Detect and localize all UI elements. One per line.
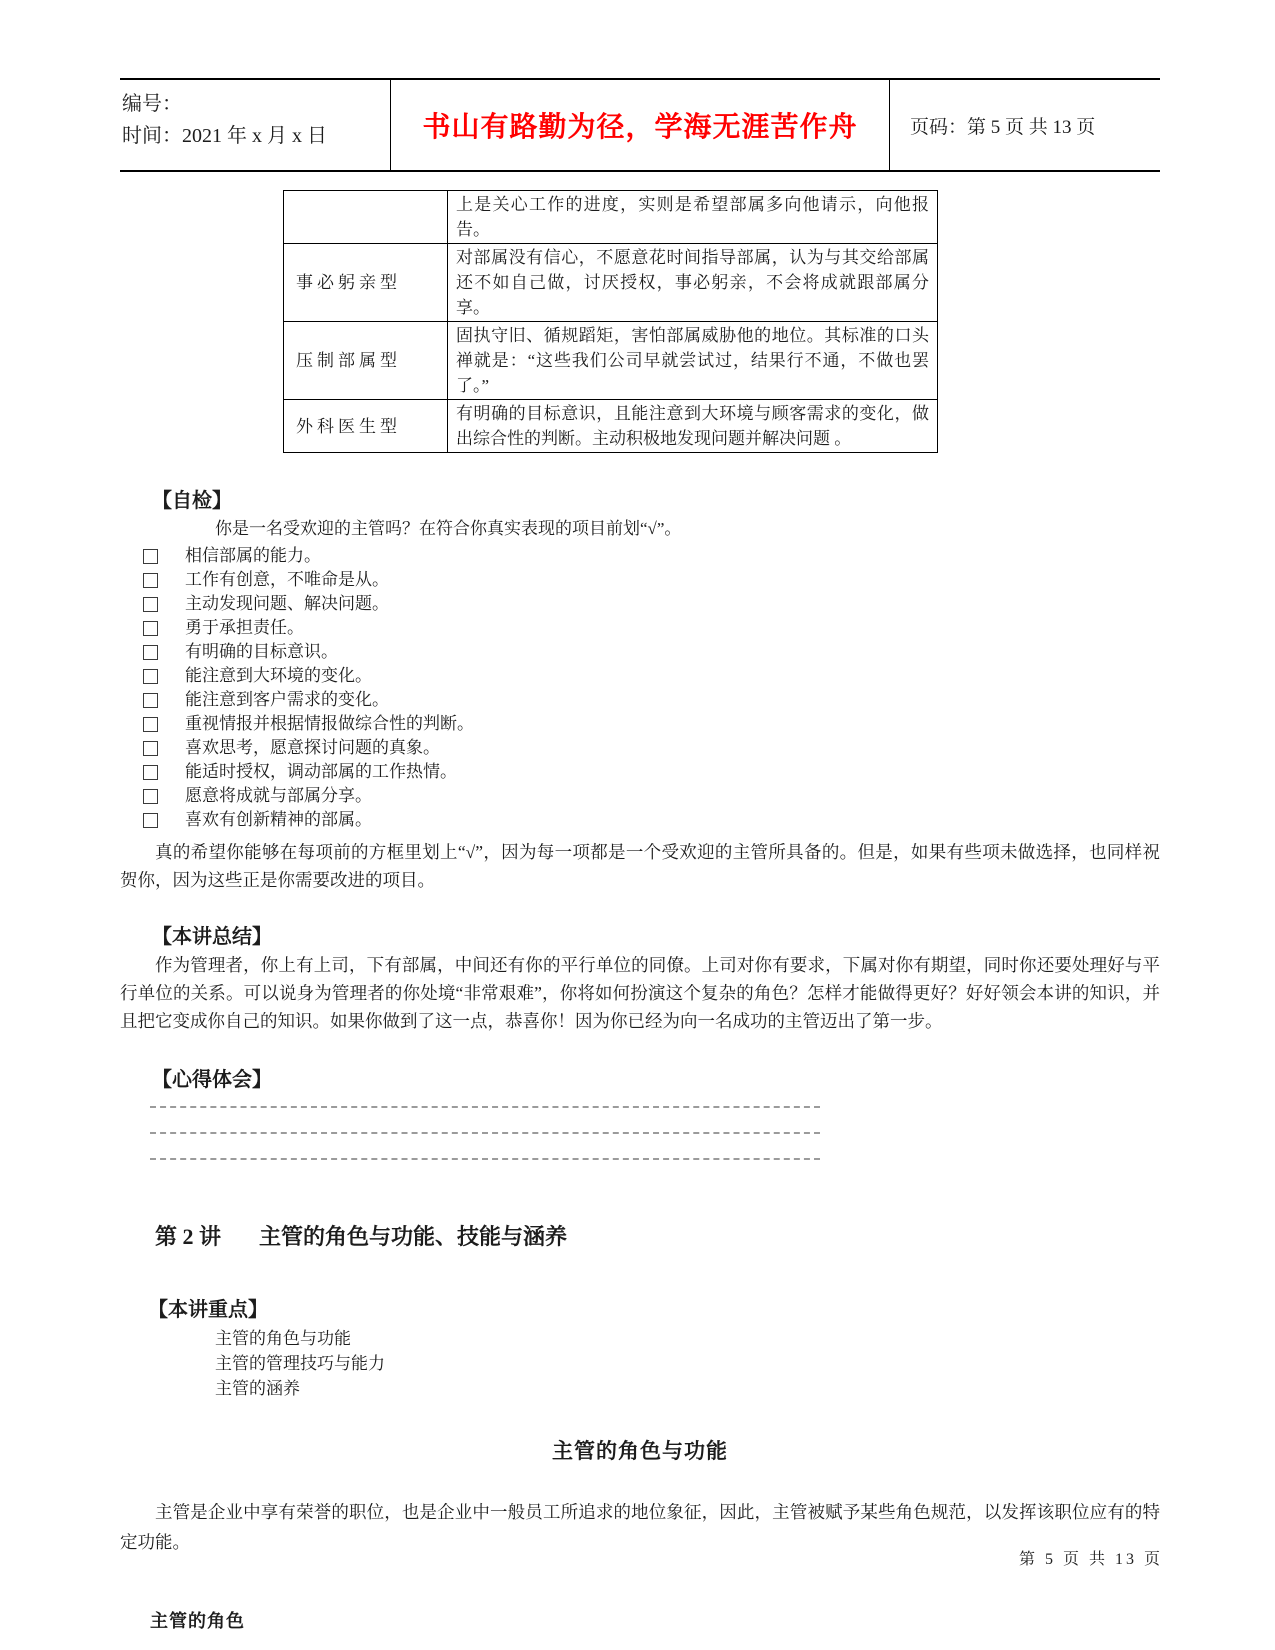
checkbox-icon[interactable] [143,789,158,804]
checklist-item-label: 能适时授权，调动部属的工作热情。 [185,762,457,781]
checkbox-icon[interactable] [143,549,158,564]
table-row [284,322,938,400]
checklist-item [120,712,1160,736]
subsection-heading: 主管的角色 [150,1611,245,1631]
checkbox-icon[interactable] [143,765,158,780]
header-meta-cell [120,80,390,170]
self-check-intro: 你是一名受欢迎的主管吗？在符合你真实表现的项目前划“√”。 [215,519,682,538]
manager-type-cell [284,191,448,244]
checklist-item [120,808,1160,832]
checklist-item-label: 相信部属的能力。 [185,546,321,565]
checklist-item [120,736,1160,760]
key-point-item: 主管的管理技巧与能力 [215,1354,385,1373]
summary-heading: 【本讲总结】 [152,926,272,948]
checklist-item [120,688,1160,712]
key-points-list [215,1326,1160,1401]
key-points-heading: 【本讲重点】 [148,1299,268,1321]
header-table [120,78,1160,172]
checkbox-icon[interactable] [143,717,158,732]
manager-desc-cell: 对部属没有信心，不愿意花时间指导部属，认为与其交给部属还不如自己做，讨厌授权，事必躬亲，不会将成就跟部属分享。 [448,244,938,322]
table-row [284,191,938,244]
checklist-item-label: 有明确的目标意识。 [185,642,338,661]
manager-desc-cell: 有明确的目标意识，且能注意到大环境与顾客需求的变化，做出综合性的判断。主动积极地发现问题并解决问题 。 [448,400,938,453]
checklist-item-label: 重视情报并根据情报做综合性的判断。 [185,714,474,733]
reflection-writing-lines [150,1106,820,1184]
document-number-label: 编号： [122,93,182,115]
self-check-list [120,544,1160,832]
checklist-item-label: 工作有创意，不唯命是从。 [185,570,389,589]
checklist-item [120,544,1160,568]
checklist-item-label: 愿意将成就与部属分享。 [185,786,372,805]
self-check-closing-paragraph: 真的希望你能够在每项前的方框里划上“√”，因为每一项都是一个受欢迎的主管所具备的。但是，如果有些项未做选择，也同样祝贺你，因为这些正是你需要改进的项目。 [120,842,1160,890]
reflection-blank-line [150,1106,820,1132]
checkbox-icon[interactable] [143,645,158,660]
manager-type-cell: 外科医生型 [284,400,448,453]
lecture2-heading [155,1220,1160,1251]
checklist-item [120,784,1160,808]
manager-types-table [283,190,938,453]
checklist-item [120,592,1160,616]
header-page-label: 页码：第 5 页 共 13 页 [910,116,1096,138]
checklist-item-label: 喜欢有创新精神的部属。 [185,810,372,829]
checkbox-icon[interactable] [143,621,158,636]
lecture2-number: 第 2 讲 [155,1224,222,1249]
manager-type-cell: 压制部属型 [284,322,448,400]
section-intro-paragraph: 主管是企业中享有荣誉的职位，也是企业中一般员工所追求的地位象征，因此，主管被赋予某些角色规范，以发挥该职位应有的特定功能。 [120,1502,1160,1552]
table-row [284,400,938,453]
self-check-heading: 【自检】 [152,490,232,512]
checklist-item [120,664,1160,688]
manager-types-table-body [284,191,938,453]
checklist-item-label: 主动发现问题、解决问题。 [185,594,389,613]
checklist-item-label: 喜欢思考，愿意探讨问题的真象。 [185,738,440,757]
checklist-item-label: 能注意到大环境的变化。 [185,666,372,685]
checkbox-icon[interactable] [143,693,158,708]
manager-desc-cell: 上是关心工作的进度，实则是希望部属多向他请示，向他报告。 [448,191,938,244]
checklist-item [120,760,1160,784]
key-point-item: 主管的角色与功能 [215,1329,351,1348]
manager-type-cell: 事必躬亲型 [284,244,448,322]
reflection-blank-line [150,1158,820,1184]
checklist-item [120,640,1160,664]
manager-desc-cell: 固执守旧、循规蹈矩，害怕部属威胁他的地位。其标准的口头禅就是：“这些我们公司早就尝试过，结果行不通，不做也罢了。” [448,322,938,400]
header-motto: 书山有路勤为径，学海无涯苦作舟 [422,112,858,143]
checklist-item-label: 能注意到客户需求的变化。 [185,690,389,709]
key-point-item: 主管的涵养 [215,1379,300,1398]
header-page-cell [890,80,1160,170]
checklist-item [120,568,1160,592]
checklist-item [120,616,1160,640]
checklist-item-label: 勇于承担责任。 [185,618,304,637]
reflection-blank-line [150,1132,820,1158]
page-footer: 第 5 页 共 13 页 [1018,1551,1163,1568]
checkbox-icon[interactable] [143,741,158,756]
checkbox-icon[interactable] [143,669,158,684]
checkbox-icon[interactable] [143,813,158,828]
reflection-heading: 【心得体会】 [152,1069,272,1091]
section-title: 主管的角色与功能 [552,1439,728,1463]
checkbox-icon[interactable] [143,597,158,612]
checkbox-icon[interactable] [143,573,158,588]
summary-paragraph: 作为管理者，你上有上司，下有部属，中间还有你的平行单位的同僚。上司对你有要求，下属对你有期望，同时你还要处理好与平行单位的关系。可以说身为管理者的你处境“非常艰难”，你将如何扮演这个复杂的角色？怎样才能做得更好？好好领会本讲的知识，并且把它变成你自己的知识。如果你做到了这一点，恭喜你！因为你已经为向一名成功的主管迈出了第一步。 [120,955,1160,1031]
table-row [284,244,938,322]
header-motto-cell [390,80,890,170]
lecture2-title: 主管的角色与功能、技能与涵养 [259,1224,568,1249]
document-time-label: 时间：2021 年 x 月 x 日 [122,125,327,147]
